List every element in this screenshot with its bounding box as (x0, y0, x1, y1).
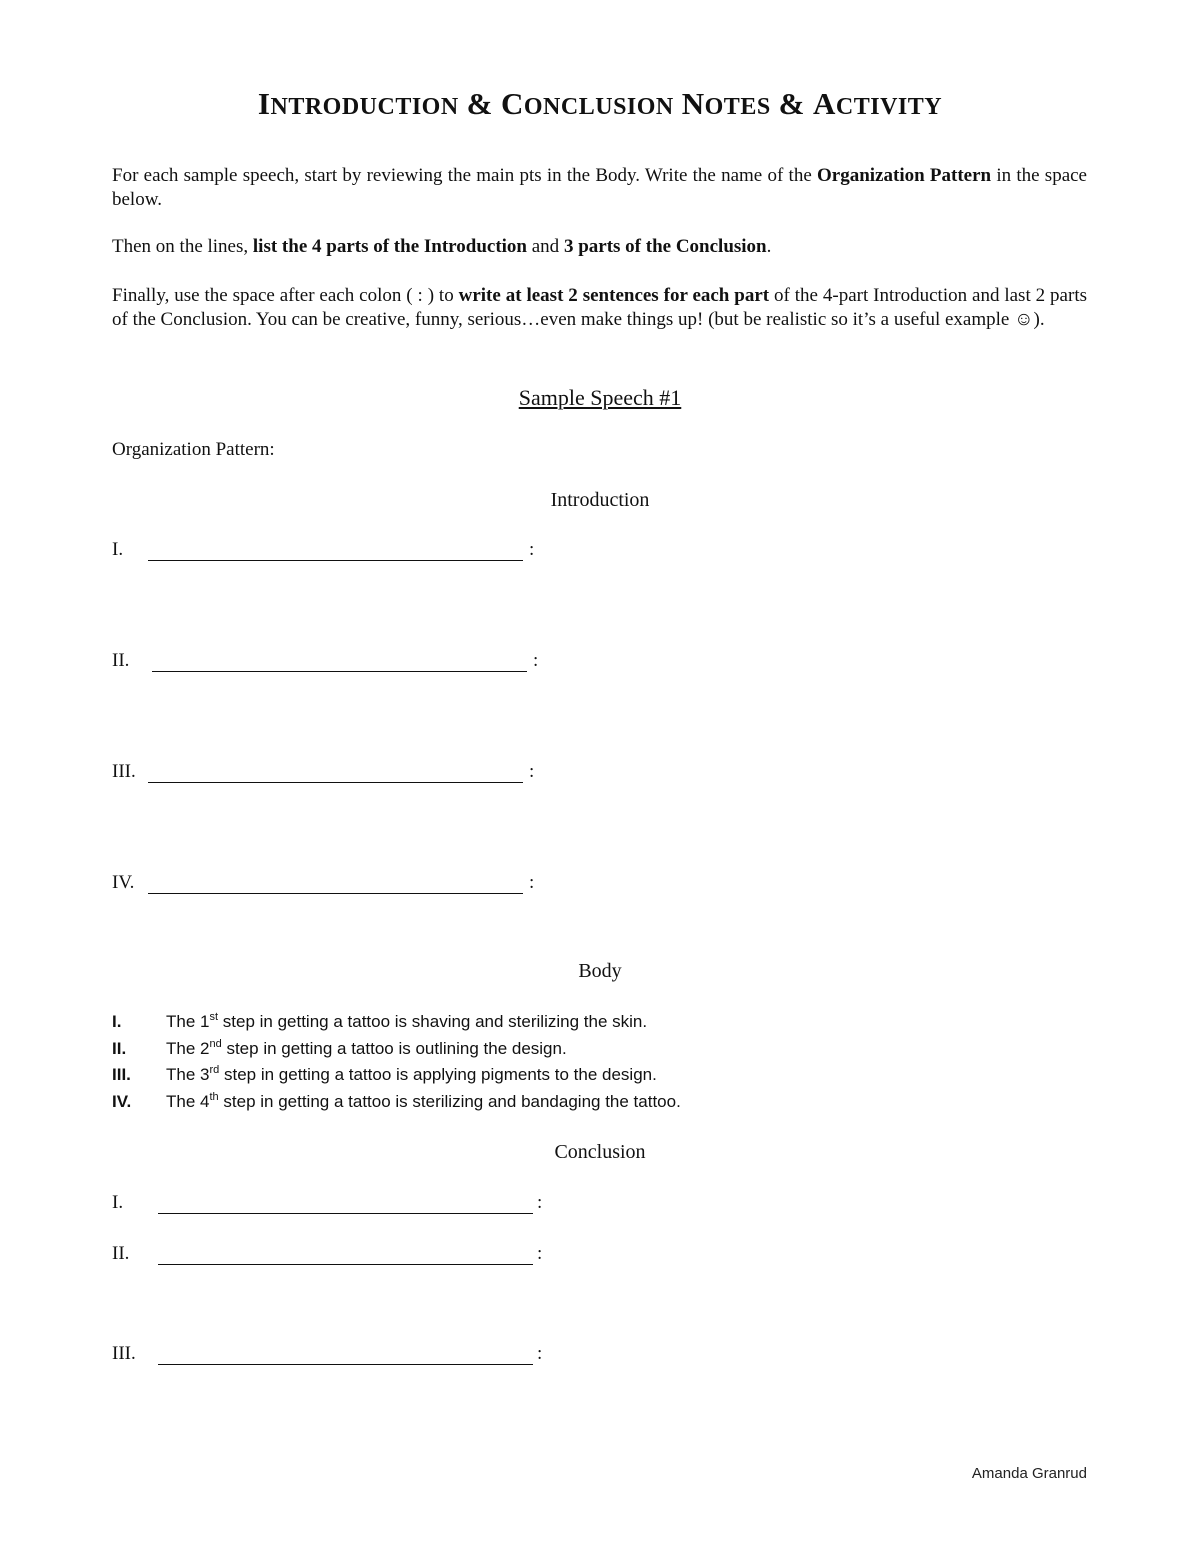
intro-blank-line[interactable] (148, 560, 523, 561)
worksheet-page: INTRODUCTION & CONCLUSION NOTES & ACTIVITY For each sample speech, start by reviewing the main pts in the Body. Write the name of the Organization Pattern in the space below. Then on the lines, list the 4 parts of the Introduction and 3 parts of the Conclusion. Finally, use the space after each colon ( : ) to write at least 2 sentences for each part of the 4-part Introduction and last 2 parts of the Conclusion. You can be creative, funny, serious…even make things up! (but be realistic so it’s a useful example ☺). Sample Speech #1 Organization Pattern: Introduction I. : II. : III. : IV. : Body I. The 1st step in getting a tattoo is shaving and sterilizing the skin. II. The 2nd step in getting a tattoo is outlining the design. III. The 3rd step in getting a tattoo is applying pigments to the design. IV. The 4th step in getting a tattoo is sterilizing and bandaging the tattoo. Conclusion I. : II. : III. : Amanda Granrud (0, 0, 1200, 1553)
conclusion-heading: Conclusion (554, 1141, 646, 1163)
instruction-paragraph-1: For each sample speech, start by reviewing the main pts in the Body. Write the name of the Organization Pattern in the space below. (112, 165, 1087, 210)
list-item: III. The 3rd step in getting a tattoo is applying pigments to the design. (112, 1064, 657, 1084)
author-footer: Amanda Granrud (971, 1465, 1087, 1482)
intro-blank-line[interactable] (148, 893, 523, 894)
conclusion-blank-line[interactable] (158, 1213, 533, 1214)
organization-pattern-label: Organization Pattern: (112, 439, 275, 460)
intro-blank-line[interactable] (152, 671, 527, 672)
sample-speech-heading: Sample Speech #1 (518, 385, 682, 410)
page-title: INTRODUCTION & CONCLUSION NOTES & ACTIVITY (257, 86, 943, 121)
instruction-paragraph-3: Finally, use the space after each colon ( : ) to write at least 2 sentences for each part of the 4-part Introduction and last 2 parts of the Conclusion. You can be creative, funny, serious…even make things up! (but be realistic so it’s a useful example ☺). (112, 285, 1087, 330)
conclusion-blank-line[interactable] (158, 1264, 533, 1265)
conclusion-blank-line[interactable] (158, 1364, 533, 1365)
list-item: II. The 2nd step in getting a tattoo is outlining the design. (112, 1037, 567, 1058)
introduction-heading: Introduction (550, 489, 650, 511)
body-heading: Body (578, 960, 622, 982)
list-item: I. The 1st step in getting a tattoo is shaving and sterilizing the skin. (112, 1011, 648, 1031)
body-main-points-list (112, 1012, 1012, 1118)
intro-blank-line[interactable] (148, 782, 523, 783)
instruction-paragraph-2: Then on the lines, list the 4 parts of the Introduction and 3 parts of the Conclusion. (112, 236, 772, 257)
list-item: IV. The 4th step in getting a tattoo is sterilizing and bandaging the tattoo. (112, 1090, 681, 1111)
